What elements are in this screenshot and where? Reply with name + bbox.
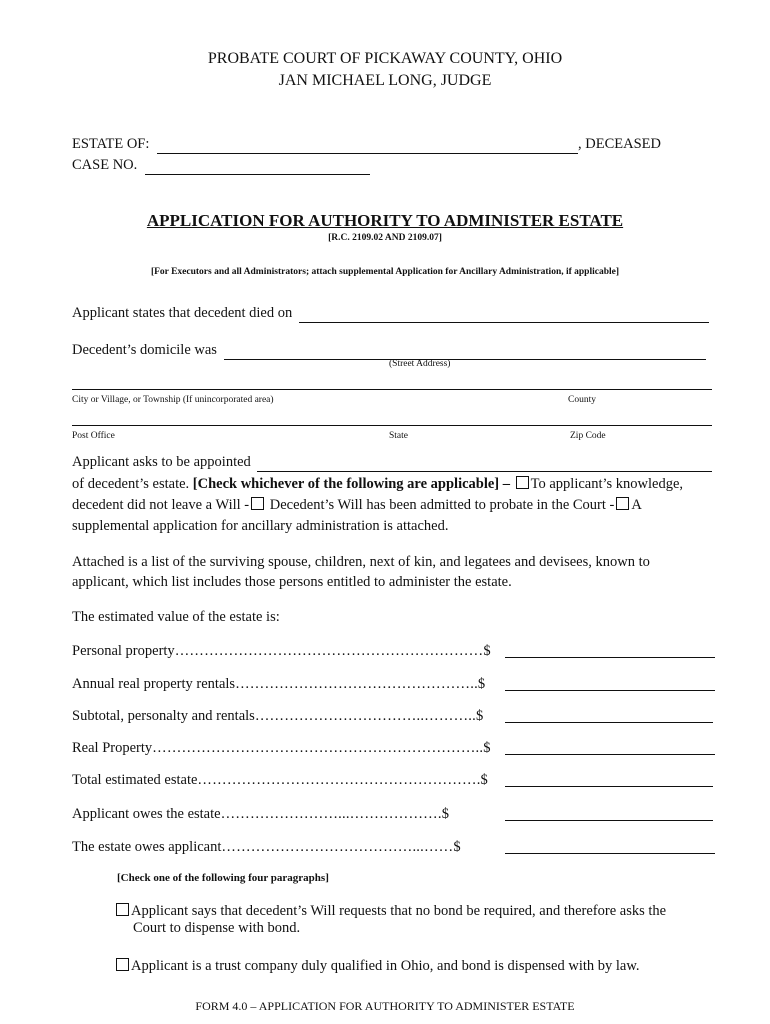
total-estate-field[interactable] (505, 786, 713, 787)
estate-name-field[interactable] (157, 136, 578, 154)
value-label: Subtotal, personalty and rentals (72, 708, 255, 724)
statute-reference: [R.C. 2109.02 AND 2109.07] (328, 233, 442, 243)
no-will-text-a: To applicant’s knowledge, (530, 476, 684, 492)
domicile-row (72, 342, 706, 360)
value-label: Applicant owes the estate (72, 806, 221, 822)
will-admitted-checkbox[interactable] (251, 497, 264, 510)
city-county-line[interactable] (72, 389, 712, 390)
domicile-label: Decedent’s domicile was (72, 342, 217, 358)
ancillary-checkbox[interactable] (616, 497, 629, 510)
value-label: The estate owes applicant (72, 839, 222, 855)
appointed-label: Applicant asks to be appointed (72, 454, 251, 470)
state-caption: State (389, 431, 408, 441)
will-admitted-text: Decedent’s Will has been admitted to probate in the Court - (269, 497, 615, 513)
died-on-row (72, 305, 709, 323)
no-will-text-b: decedent did not leave a Will - (72, 497, 250, 513)
case-no-row (72, 157, 370, 175)
bond-option-1 (116, 903, 666, 920)
appointed-capacity-field[interactable] (257, 454, 712, 472)
bond-option-2-text: Applicant is a trust company duly qualified in Ohio, and bond is dispensed with by law. (131, 958, 640, 974)
appointment-line-1 (72, 476, 683, 493)
leader-dots: ……………………………………………………… (174, 643, 484, 659)
leader-dots: ………………………………………………………….. (152, 740, 484, 756)
currency-sign: $ (483, 643, 491, 659)
case-no-label: CASE NO. (72, 157, 138, 173)
county-caption: County (568, 395, 596, 405)
trust-company-checkbox[interactable] (116, 958, 129, 971)
court-name: PROBATE COURT OF PICKAWAY COUNTY, OHIO (207, 50, 563, 67)
estimated-value-intro: The estimated value of the estate is: (72, 609, 280, 625)
value-row-total-estate (72, 772, 488, 789)
judge-name: JAN MICHAEL LONG, JUDGE (278, 72, 492, 89)
deceased-label: , DECEASED (578, 136, 661, 152)
post-office-caption: Post Office (72, 431, 115, 441)
currency-sign: $ (441, 806, 449, 822)
estate-of-label: ESTATE OF: (72, 136, 150, 152)
date-of-death-field[interactable] (299, 305, 709, 323)
annual-rentals-field[interactable] (505, 690, 715, 691)
appointment-lead: of decedent’s estate. (72, 476, 190, 492)
form-instruction: [For Executors and all Administrators; attach supplemental Application for Ancillary Administration, if applicable] (150, 267, 620, 277)
value-row-personal-property (72, 643, 491, 660)
value-row-real-property (72, 740, 490, 757)
value-row-estate-owes (72, 839, 461, 856)
leader-dots: …………………………………...…… (221, 839, 454, 855)
value-label: Personal property (72, 643, 175, 659)
appointed-row (72, 454, 712, 472)
appointment-line-3: supplemental application for ancillary administration is attached. (72, 518, 449, 534)
court-header (0, 48, 770, 92)
applicant-owes-field[interactable] (505, 820, 713, 821)
currency-sign: $ (483, 740, 491, 756)
form-title: APPLICATION FOR AUTHORITY TO ADMINISTER ESTATE (146, 211, 624, 230)
check-instruction: [Check whichever of the following are applicable] – (192, 476, 511, 492)
value-row-subtotal (72, 708, 483, 725)
currency-sign: $ (480, 772, 488, 788)
subtotal-field[interactable] (505, 722, 713, 723)
form-footer: FORM 4.0 – APPLICATION FOR AUTHORITY TO ADMINISTER ESTATE (195, 999, 575, 1013)
attached-list-line-2: applicant, which list includes those persons entitled to administer the estate. (72, 574, 512, 590)
bond-option-2 (116, 958, 640, 975)
zip-caption: Zip Code (570, 431, 606, 441)
value-row-annual-rentals (72, 676, 485, 693)
postoffice-state-zip-line[interactable] (72, 425, 712, 426)
real-property-field[interactable] (505, 754, 715, 755)
currency-sign: $ (477, 676, 486, 692)
ancillary-text-a: A (631, 497, 642, 513)
street-address-field[interactable] (224, 342, 706, 360)
bond-instruction: [Check one of the following four paragraphs] (117, 872, 329, 884)
leader-dots: ……………………...………………. (220, 806, 442, 822)
leader-dots: …………………………………………………. (197, 772, 481, 788)
leader-dots: ………………………………………….. (235, 676, 478, 692)
no-will-checkbox[interactable] (516, 476, 529, 489)
estate-owes-field[interactable] (505, 853, 715, 854)
city-caption: City or Village, or Township (If unincorporated area) (72, 395, 274, 405)
attached-list-line-1: Attached is a list of the surviving spouse, children, next of kin, and legatees and devisees, known to (72, 554, 650, 570)
estate-of-row (72, 136, 661, 154)
appointment-line-2 (72, 497, 642, 514)
died-on-label: Applicant states that decedent died on (72, 305, 293, 321)
bond-option-1-text: Applicant says that decedent’s Will requests that no bond be required, and therefore asks the (131, 903, 667, 919)
currency-sign: $ (453, 839, 461, 855)
value-label: Total estimated estate (72, 772, 198, 788)
no-bond-will-checkbox[interactable] (116, 903, 129, 916)
value-label: Annual real property rentals (72, 676, 236, 692)
personal-property-field[interactable] (505, 657, 715, 658)
street-address-caption: (Street Address) (389, 359, 451, 369)
value-row-applicant-owes (72, 806, 449, 823)
case-no-field[interactable] (145, 157, 370, 175)
value-label: Real Property (72, 740, 153, 756)
currency-sign: $ (475, 708, 484, 724)
leader-dots: ……………………………..……….. (254, 708, 476, 724)
bond-option-1-continued: Court to dispense with bond. (133, 920, 301, 936)
